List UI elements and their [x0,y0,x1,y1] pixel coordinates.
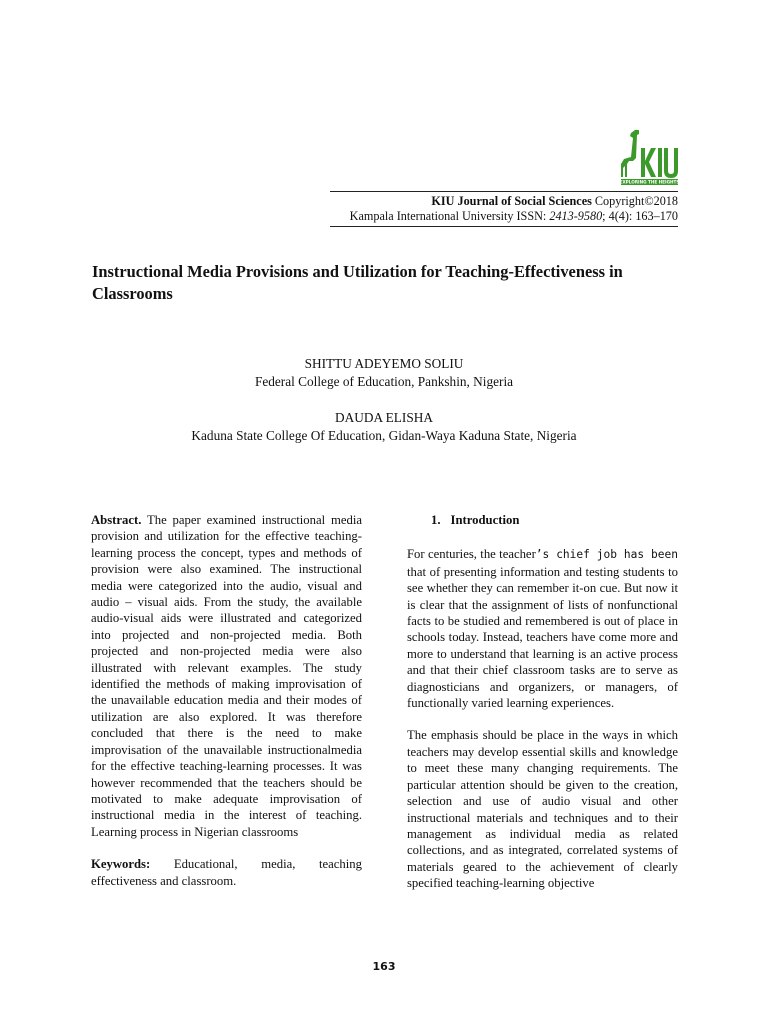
section-heading [431,512,678,528]
header-rule-top [330,191,678,192]
abstract-label: Abstract. [91,513,142,527]
journal-line-2 [330,209,678,224]
intro-paragraph-1 [407,546,678,711]
journal-copyright: Copyright©2018 [594,194,678,208]
author-name: SHITTU ADEYEMO SOLIU [304,356,464,371]
intro-p1-rest: that of presenting information and testing students to see whether they can remember it-on cue. But now it is clear that the assignment of lists of nonfunctional facts to be studied and remembered is out of place in schools today. Instead, teachers have come more and more to understand that learning is an active process and that their chief classroom tasks are to serve as diagnosticians and organizers, or managers, of functionally varied learning experiences. [407,564,678,711]
right-column [407,512,678,892]
left-column [91,512,362,889]
intro-p1-mono: ’s chief job has been [535,548,678,562]
page-number: 163 [372,960,396,973]
intro-paragraph-2: The emphasis should be place in the ways in which teachers may develop essential skills and knowledge to meet these many changing requirements. The particular attention should be given to the creation, selection and use of audio visual and other instructional materials and techniques and to their management as individual media as related collections, and as integrated, correlated systems of materials geared to the achievement of clearly specified teaching-learning objective [407,728,678,891]
keywords-label: Keywords: [91,857,151,872]
intro-p1-start: For centuries, the teacher [407,547,536,562]
abstract [91,512,362,840]
keywords-text: Educational, media, teaching effectiveness and classroom. [91,857,362,888]
journal-header [330,191,678,227]
logo-tagline: EXPLORING THE HEIGHTS [619,179,679,185]
paper-title: Instructional Media Provisions and Utilization for Teaching-Effectiveness in Classrooms [92,262,623,303]
abstract-text: The paper examined instructional media provision and utilization for the effective teaching-learning process the concept, types and methods of provision were also examined. The instructional media were categorized into the audio, visual and audio – visual aids. From the study, the available audio-visual aids were illustrated and categorized into projected and non-projected media. Both projected and non-projected media were also illustrated with relevant examples. The study identified the methods of making improvisation of the unavailable education media and their modes of utilization are also explored. It was therefore concluded that there is the need to make improvisation of the unavailable instructionalmedia for the effective teaching-learning processes. It was however recommended that the teachers should be motivated to make adequate improvisation of instructional media in the interest of teaching. Learning process in Nigerian classrooms [91,513,362,839]
section-number: 1. [431,513,441,527]
journal-name: KIU Journal of Social Sciences [431,194,592,208]
author-block [0,355,768,391]
journal-citation: ; 4(4): 163–170 [602,209,678,223]
author-affiliation: Federal College of Education, Pankshin, Nigeria [254,374,514,389]
author-block [0,409,768,445]
kiu-logo-icon [617,128,679,186]
section-title: Introduction [450,513,520,527]
header-rule-bottom [330,226,678,227]
keywords [91,856,362,889]
journal-issn: 2413-9580 [549,209,603,223]
author-name: DAUDA ELISHA [335,410,433,425]
journal-publisher: Kampala International University ISSN: [349,209,547,223]
author-affiliation: Kaduna State College Of Education, Gidan-Waya Kaduna State, Nigeria [191,428,577,443]
author-list [0,355,768,463]
journal-line-1 [330,194,678,209]
